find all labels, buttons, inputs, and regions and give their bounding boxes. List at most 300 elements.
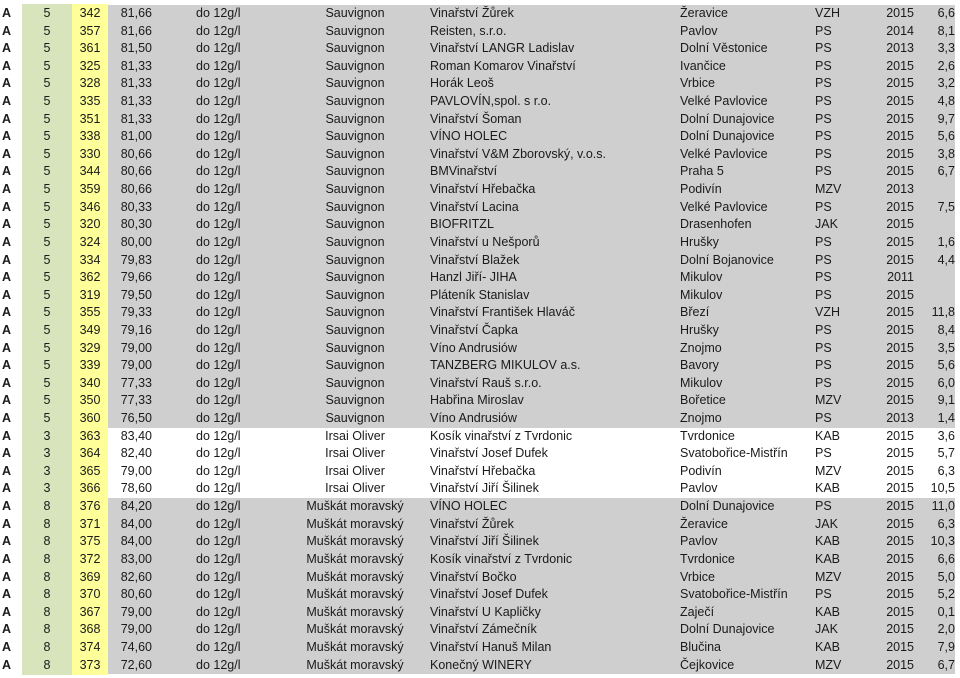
village-cell: Vrbice <box>680 569 715 584</box>
category-cell: A <box>2 287 12 302</box>
value-cell: 5,6 <box>937 358 955 373</box>
category-cell: A <box>2 340 12 355</box>
producer-cell: TANZBERG MIKULOV a.s. <box>430 358 581 373</box>
producer-cell: Vinařství Žůrek <box>430 6 514 20</box>
producer-cell: Vinařství František Hlaváč <box>430 305 575 320</box>
sample-id-cell: 360 <box>72 409 108 429</box>
village-cell: Pavlov <box>680 23 718 38</box>
vintage-cell: 2015 <box>886 305 914 320</box>
sugar-cell: do 12g/l <box>196 164 241 179</box>
variety-cell: Irsai Oliver <box>325 428 385 443</box>
sample-id-cell: 362 <box>72 268 108 288</box>
category-cell: A <box>2 164 12 179</box>
vintage-cell: 2015 <box>886 217 914 232</box>
value-cell: 8,1 <box>937 23 955 38</box>
producer-cell: Vinařství Bočko <box>430 569 517 584</box>
table-row <box>0 357 960 375</box>
sample-id-cell: 363 <box>72 427 108 447</box>
group-cell: 5 <box>22 356 72 376</box>
value-cell: 0,1 <box>937 604 955 619</box>
sample-id-cell: 371 <box>72 515 108 535</box>
vintage-cell: 2015 <box>886 129 914 144</box>
value-cell: 3,3 <box>937 41 955 56</box>
producer-cell: Vinařství Hřebačka <box>430 182 536 197</box>
category-cell: A <box>2 587 12 602</box>
vintage-cell: 2015 <box>886 499 914 514</box>
vintage-cell: 2013 <box>886 182 914 197</box>
sample-id-cell: 324 <box>72 233 108 253</box>
village-cell: Dolní Dunajovice <box>680 111 775 126</box>
village-cell: Ivančice <box>680 58 726 73</box>
sample-id-cell: 376 <box>72 497 108 517</box>
sample-id-cell: 359 <box>72 180 108 200</box>
village-cell: Zaječí <box>680 604 715 619</box>
sugar-cell: do 12g/l <box>196 551 241 566</box>
village-cell: Mikulov <box>680 375 723 390</box>
sample-id-cell: 351 <box>72 110 108 130</box>
village-cell: Dolní Dunajovice <box>680 129 775 144</box>
table-row <box>0 340 960 358</box>
region-cell: PS <box>815 58 832 73</box>
category-cell: A <box>2 446 12 461</box>
group-cell: 8 <box>22 620 72 640</box>
table-row <box>0 375 960 393</box>
group-cell: 5 <box>22 92 72 112</box>
score-cell: 79,16 <box>120 322 152 337</box>
sample-id-cell: 319 <box>72 286 108 306</box>
producer-cell: Konečný WINERY <box>430 657 532 672</box>
village-cell: Praha 5 <box>680 164 724 179</box>
sample-id-cell: 357 <box>72 22 108 42</box>
group-cell: 8 <box>22 585 72 605</box>
region-cell: KAB <box>815 604 841 619</box>
village-cell: Podivín <box>680 182 722 197</box>
region-cell: MZV <box>815 393 842 408</box>
producer-cell: Vinařství Žůrek <box>430 516 514 531</box>
sugar-cell: do 12g/l <box>196 375 241 390</box>
sample-id-cell: 368 <box>72 620 108 640</box>
sugar-cell: do 12g/l <box>196 234 241 249</box>
vintage-cell: 2015 <box>886 657 914 672</box>
sugar-cell: do 12g/l <box>196 534 241 549</box>
score-cell: 79,66 <box>120 270 152 285</box>
region-cell: KAB <box>815 428 841 443</box>
region-cell: VZH <box>815 305 840 320</box>
village-cell: Znojmo <box>680 411 722 426</box>
variety-cell: Muškát moravský <box>306 499 404 514</box>
category-cell: A <box>2 499 12 514</box>
table-row <box>0 410 960 428</box>
table-row <box>0 604 960 622</box>
sample-id-cell: 334 <box>72 251 108 271</box>
group-cell: 5 <box>22 127 72 147</box>
group-cell: 5 <box>22 409 72 429</box>
region-cell: PS <box>815 587 832 602</box>
variety-cell: Sauvignon <box>325 217 385 232</box>
variety-cell: Muškát moravský <box>306 622 404 637</box>
sample-id-cell: 365 <box>72 462 108 482</box>
category-cell: A <box>2 622 12 637</box>
score-cell: 79,00 <box>120 604 152 619</box>
sample-id-cell: 339 <box>72 356 108 376</box>
sugar-cell: do 12g/l <box>196 146 241 161</box>
producer-cell: Habřina Miroslav <box>430 393 524 408</box>
group-cell: 5 <box>22 215 72 235</box>
category-cell: A <box>2 375 12 390</box>
score-cell: 80,30 <box>120 217 152 232</box>
region-cell: PS <box>815 94 832 109</box>
region-cell: KAB <box>815 551 841 566</box>
region-cell: KAB <box>815 534 841 549</box>
variety-cell: Sauvignon <box>325 340 385 355</box>
table-row <box>0 639 960 657</box>
village-cell: Tvrdonice <box>680 551 735 566</box>
category-cell: A <box>2 234 12 249</box>
region-cell: PS <box>815 129 832 144</box>
producer-cell: Vinařství Hřebačka <box>430 463 536 478</box>
sample-id-cell: 346 <box>72 198 108 218</box>
score-cell: 79,00 <box>120 463 152 478</box>
sugar-cell: do 12g/l <box>196 569 241 584</box>
score-cell: 84,00 <box>120 516 152 531</box>
value-cell: 6,0 <box>937 375 955 390</box>
sample-id-cell: 364 <box>72 444 108 464</box>
region-cell: PS <box>815 23 832 38</box>
sugar-cell: do 12g/l <box>196 622 241 637</box>
value-cell: 6,7 <box>937 164 955 179</box>
vintage-cell: 2015 <box>886 516 914 531</box>
vintage-cell: 2011 <box>887 270 914 285</box>
table-row <box>0 23 960 41</box>
group-cell: 5 <box>22 321 72 341</box>
table-row <box>0 498 960 516</box>
value-cell: 6,6 <box>937 551 955 566</box>
sample-id-cell: 320 <box>72 215 108 235</box>
village-cell: Tvrdonice <box>680 428 735 443</box>
variety-cell: Sauvignon <box>325 94 385 109</box>
score-cell: 79,00 <box>120 358 152 373</box>
producer-cell: Vinařství Josef Dufek <box>430 587 548 602</box>
vintage-cell: 2015 <box>886 569 914 584</box>
variety-cell: Sauvignon <box>325 411 385 426</box>
variety-cell: Muškát moravský <box>306 604 404 619</box>
sugar-cell: do 12g/l <box>196 393 241 408</box>
region-cell: PS <box>815 270 832 285</box>
score-cell: 84,00 <box>120 534 152 549</box>
sample-id-cell: 325 <box>72 57 108 77</box>
village-cell: Svatobořice-Mistřín <box>680 446 788 461</box>
sugar-cell: do 12g/l <box>196 94 241 109</box>
vintage-cell: 2015 <box>886 322 914 337</box>
variety-cell: Muškát moravský <box>306 639 404 654</box>
village-cell: Dolní Dunajovice <box>680 622 775 637</box>
group-cell: 5 <box>22 233 72 253</box>
table-row <box>0 5 960 23</box>
table-row <box>0 234 960 252</box>
producer-cell: Vinařství Hanuš Milan <box>430 639 552 654</box>
sugar-cell: do 12g/l <box>196 358 241 373</box>
group-cell: 8 <box>22 568 72 588</box>
score-cell: 82,60 <box>120 569 152 584</box>
group-cell: 5 <box>22 198 72 218</box>
variety-cell: Sauvignon <box>325 252 385 267</box>
producer-cell: Reisten, s.r.o. <box>430 23 507 38</box>
category-cell: A <box>2 182 12 197</box>
region-cell: KAB <box>815 639 841 654</box>
category-cell: A <box>2 270 12 285</box>
village-cell: Svatobořice-Mistřín <box>680 587 788 602</box>
score-cell: 79,00 <box>120 340 152 355</box>
sugar-cell: do 12g/l <box>196 340 241 355</box>
group-cell: 5 <box>22 22 72 42</box>
variety-cell: Sauvignon <box>325 76 385 91</box>
region-cell: PS <box>815 322 832 337</box>
village-cell: Březí <box>680 305 710 320</box>
group-cell: 5 <box>22 74 72 94</box>
value-cell: 9,7 <box>937 111 955 126</box>
producer-cell: Vinařství U Kapličky <box>430 604 541 619</box>
group-cell: 5 <box>22 251 72 271</box>
value-cell: 5,2 <box>937 587 955 602</box>
value-cell: 6,3 <box>937 463 955 478</box>
vintage-cell: 2015 <box>886 428 914 443</box>
region-cell: VZH <box>815 6 840 20</box>
table-row <box>0 392 960 410</box>
score-cell: 74,60 <box>120 639 152 654</box>
table-row <box>0 287 960 305</box>
producer-cell: Hanzl Jiří- JIHA <box>430 270 517 285</box>
value-cell: 2,6 <box>937 58 955 73</box>
score-cell: 80,66 <box>120 182 152 197</box>
variety-cell: Sauvignon <box>325 358 385 373</box>
category-cell: A <box>2 428 12 443</box>
village-cell: Pavlov <box>680 481 718 496</box>
results-table <box>0 5 960 674</box>
category-cell: A <box>2 657 12 672</box>
sugar-cell: do 12g/l <box>196 428 241 443</box>
village-cell: Dolní Bojanovice <box>680 252 774 267</box>
sugar-cell: do 12g/l <box>196 305 241 320</box>
table-row <box>0 569 960 587</box>
sugar-cell: do 12g/l <box>196 58 241 73</box>
group-cell: 3 <box>22 462 72 482</box>
vintage-cell: 2015 <box>886 534 914 549</box>
category-cell: A <box>2 146 12 161</box>
value-cell: 3,8 <box>937 146 955 161</box>
table-row <box>0 58 960 76</box>
village-cell: Velké Pavlovice <box>680 94 768 109</box>
producer-cell: Vinařství V&M Zborovský, v.o.s. <box>430 146 606 161</box>
score-cell: 77,33 <box>120 393 152 408</box>
variety-cell: Muškát moravský <box>306 657 404 672</box>
sugar-cell: do 12g/l <box>196 182 241 197</box>
producer-cell: Vinařství Čapka <box>430 322 519 337</box>
sugar-cell: do 12g/l <box>196 463 241 478</box>
score-cell: 81,66 <box>120 23 152 38</box>
category-cell: A <box>2 252 12 267</box>
group-cell: 3 <box>22 427 72 447</box>
producer-cell: Vinařství Josef Dufek <box>430 446 548 461</box>
value-cell: 5,7 <box>937 446 955 461</box>
score-cell: 81,66 <box>120 6 152 20</box>
variety-cell: Sauvignon <box>325 375 385 390</box>
region-cell: PS <box>815 287 832 302</box>
village-cell: Mikulov <box>680 270 723 285</box>
region-cell: MZV <box>815 182 842 197</box>
producer-cell: Pláteník Stanislav <box>430 287 530 302</box>
score-cell: 80,66 <box>120 164 152 179</box>
sample-id-cell: 366 <box>72 479 108 499</box>
group-cell: 5 <box>22 391 72 411</box>
category-cell: A <box>2 481 12 496</box>
score-cell: 79,83 <box>120 252 152 267</box>
value-cell: 6,6 <box>937 6 955 20</box>
sugar-cell: do 12g/l <box>196 41 241 56</box>
village-cell: Bořetice <box>680 393 726 408</box>
score-cell: 84,20 <box>120 499 152 514</box>
table-row <box>0 163 960 181</box>
category-cell: A <box>2 604 12 619</box>
score-cell: 77,33 <box>120 375 152 390</box>
region-cell: MZV <box>815 463 842 478</box>
table-row <box>0 181 960 199</box>
variety-cell: Sauvignon <box>325 393 385 408</box>
vintage-cell: 2015 <box>886 604 914 619</box>
sample-id-cell: 373 <box>72 656 108 676</box>
score-cell: 72,60 <box>120 657 152 672</box>
category-cell: A <box>2 411 12 426</box>
sample-id-cell: 375 <box>72 532 108 552</box>
vintage-cell: 2015 <box>886 340 914 355</box>
vintage-cell: 2015 <box>886 446 914 461</box>
table-row <box>0 304 960 322</box>
value-cell: 9,1 <box>937 393 955 408</box>
value-cell: 10,3 <box>930 534 955 549</box>
region-cell: MZV <box>815 569 842 584</box>
score-cell: 82,40 <box>120 446 152 461</box>
producer-cell: BIOFRITZL <box>430 217 494 232</box>
category-cell: A <box>2 639 12 654</box>
village-cell: Dolní Věstonice <box>680 41 768 56</box>
village-cell: Bavory <box>680 358 719 373</box>
table-row <box>0 128 960 146</box>
sugar-cell: do 12g/l <box>196 587 241 602</box>
table-row <box>0 657 960 675</box>
vintage-cell: 2015 <box>886 76 914 91</box>
village-cell: Drasenhofen <box>680 217 752 232</box>
region-cell: PS <box>815 446 832 461</box>
group-cell: 5 <box>22 145 72 165</box>
category-cell: A <box>2 111 12 126</box>
category-cell: A <box>2 322 12 337</box>
vintage-cell: 2015 <box>886 463 914 478</box>
category-cell: A <box>2 551 12 566</box>
group-cell: 8 <box>22 532 72 552</box>
group-cell: 5 <box>22 374 72 394</box>
village-cell: Podivín <box>680 463 722 478</box>
village-cell: Velké Pavlovice <box>680 146 768 161</box>
group-cell: 8 <box>22 638 72 658</box>
variety-cell: Irsai Oliver <box>325 481 385 496</box>
variety-cell: Muškát moravský <box>306 534 404 549</box>
producer-cell: Vinařství Jiří Šilinek <box>430 534 539 549</box>
sugar-cell: do 12g/l <box>196 217 241 232</box>
variety-cell: Muškát moravský <box>306 587 404 602</box>
sugar-cell: do 12g/l <box>196 270 241 285</box>
vintage-cell: 2015 <box>886 252 914 267</box>
producer-cell: Vinařství Šoman <box>430 111 522 126</box>
table-row <box>0 551 960 569</box>
sample-id-cell: 374 <box>72 638 108 658</box>
value-cell: 8,4 <box>937 322 955 337</box>
sample-id-cell: 344 <box>72 162 108 182</box>
sugar-cell: do 12g/l <box>196 657 241 672</box>
producer-cell: BMVinařství <box>430 164 498 179</box>
vintage-cell: 2015 <box>886 58 914 73</box>
category-cell: A <box>2 23 12 38</box>
value-cell: 10,5 <box>930 481 955 496</box>
group-cell: 5 <box>22 303 72 323</box>
sugar-cell: do 12g/l <box>196 411 241 426</box>
sample-id-cell: 329 <box>72 339 108 359</box>
sugar-cell: do 12g/l <box>196 446 241 461</box>
value-cell: 5,0 <box>937 569 955 584</box>
region-cell: JAK <box>815 622 838 637</box>
vintage-cell: 2015 <box>886 287 914 302</box>
table-row <box>0 252 960 270</box>
producer-cell: Kosík vinařství z Tvrdonic <box>430 551 573 566</box>
region-cell: PS <box>815 111 832 126</box>
table-row <box>0 445 960 463</box>
score-cell: 79,00 <box>120 622 152 637</box>
vintage-cell: 2015 <box>886 111 914 126</box>
producer-cell: Vinařství Jiří Šilinek <box>430 481 539 496</box>
category-cell: A <box>2 534 12 549</box>
sugar-cell: do 12g/l <box>196 129 241 144</box>
table-row <box>0 199 960 217</box>
sugar-cell: do 12g/l <box>196 516 241 531</box>
variety-cell: Sauvignon <box>325 23 385 38</box>
vintage-cell: 2015 <box>886 622 914 637</box>
category-cell: A <box>2 305 12 320</box>
group-cell: 5 <box>22 39 72 59</box>
group-cell: 3 <box>22 444 72 464</box>
producer-cell: PAVLOVÍN,spol. s r.o. <box>430 94 552 109</box>
group-cell: 8 <box>22 656 72 676</box>
region-cell: JAK <box>815 516 838 531</box>
region-cell: MZV <box>815 657 842 672</box>
sugar-cell: do 12g/l <box>196 604 241 619</box>
vintage-cell: 2015 <box>886 234 914 249</box>
value-cell: 4,8 <box>937 94 955 109</box>
vintage-cell: 2015 <box>886 393 914 408</box>
sample-id-cell: 355 <box>72 303 108 323</box>
sugar-cell: do 12g/l <box>196 322 241 337</box>
value-cell: 11,0 <box>931 499 955 514</box>
value-cell: 5,6 <box>937 129 955 144</box>
score-cell: 80,33 <box>120 199 152 214</box>
value-cell: 6,3 <box>937 516 955 531</box>
producer-cell: Kosík vinařství z Tvrdonic <box>430 428 573 443</box>
region-cell: PS <box>815 375 832 390</box>
village-cell: Hrušky <box>680 234 719 249</box>
table-row <box>0 621 960 639</box>
category-cell: A <box>2 199 12 214</box>
village-cell: Velké Pavlovice <box>680 199 768 214</box>
category-cell: A <box>2 463 12 478</box>
sugar-cell: do 12g/l <box>196 481 241 496</box>
producer-cell: Vinařství Zámečník <box>430 622 537 637</box>
